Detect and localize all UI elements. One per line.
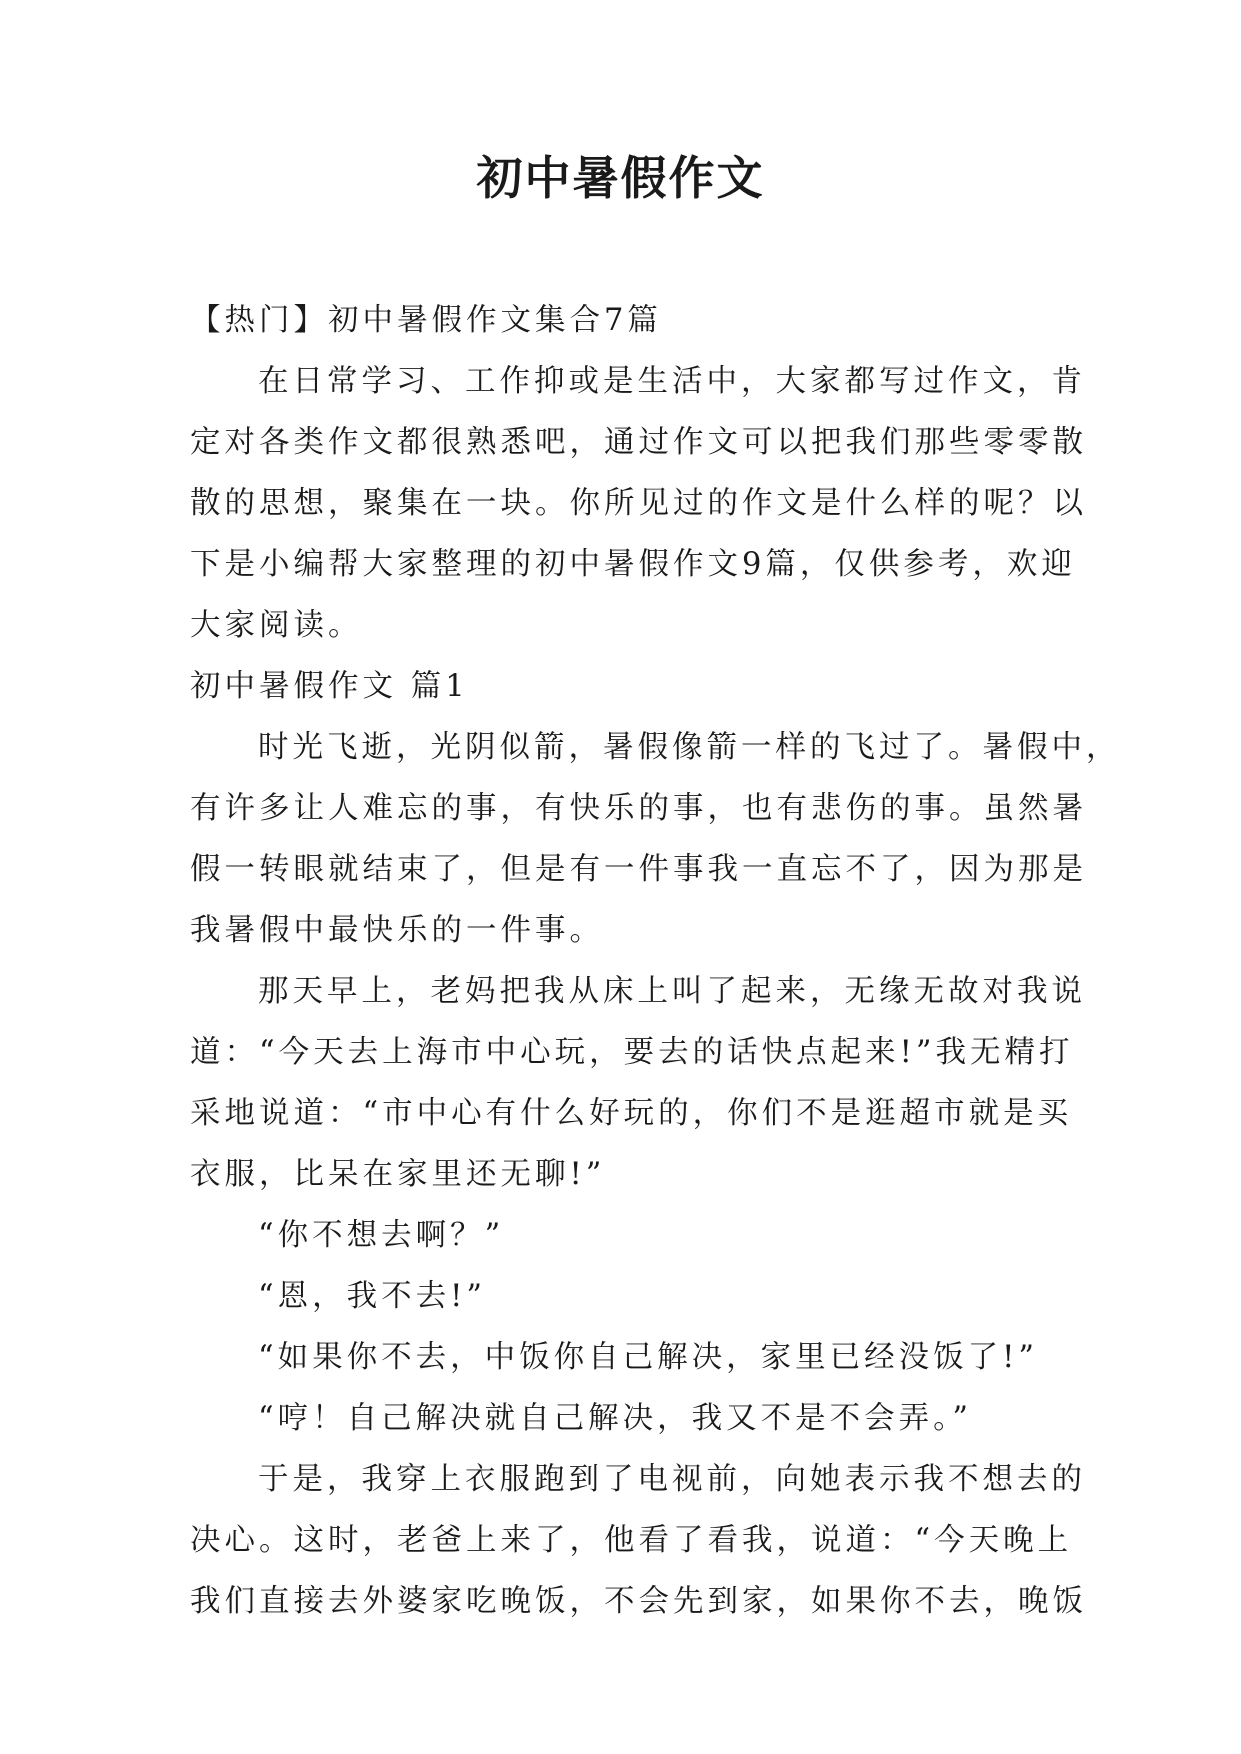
- body-line: 采地说道：“市中心有什么好玩的，你们不是逛超市就是买: [190, 1096, 1073, 1131]
- body-line: 在日常学习、工作抑或是生活中，大家都写过作文，肯: [258, 364, 1086, 399]
- body-line: 有许多让人难忘的事，有快乐的事，也有悲伤的事。虽然暑: [190, 791, 1087, 826]
- dialogue-line: “哼！自己解决就自己解决，我又不是不会弄。”: [258, 1401, 972, 1436]
- dialogue-line: “恩，我不去!”: [258, 1279, 486, 1314]
- body-line: 大家阅读。: [190, 608, 363, 643]
- body-line: 下是小编帮大家整理的初中暑假作文9篇，仅供参考，欢迎: [190, 547, 1076, 582]
- document-title: 初中暑假作文: [476, 151, 765, 205]
- body-line: 我们直接去外婆家吃晚饭，不会先到家，如果你不去，晚饭: [190, 1584, 1087, 1619]
- body-line: 决心。这时，老爸上来了，他看了看我，说道：“今天晚上: [190, 1523, 1073, 1558]
- body-line: 那天早上，老妈把我从床上叫了起来，无缘无故对我说: [258, 974, 1086, 1009]
- body-line: 定对各类作文都很熟悉吧，通过作文可以把我们那些零零散: [190, 425, 1087, 460]
- body-line: 道：“今天去上海市中心玩，要去的话快点起来!”我无精打: [190, 1035, 1074, 1070]
- body-line: 时光飞逝，光阴似箭，暑假像箭一样的飞过了。暑假中，: [258, 730, 1121, 765]
- body-line: 衣服，比呆在家里还无聊!”: [190, 1157, 606, 1192]
- body-line: 假一转眼就结束了，但是有一件事我一直忘不了，因为那是: [190, 852, 1087, 887]
- body-line: 我暑假中最快乐的一件事。: [190, 913, 604, 948]
- document-body: [190, 290, 1121, 1632]
- section-heading: 初中暑假作文 篇1: [190, 669, 469, 704]
- subtitle-line: 【热门】初中暑假作文集合7篇: [190, 303, 662, 338]
- body-line: 于是，我穿上衣服跑到了电视前，向她表示我不想去的: [258, 1462, 1086, 1497]
- dialogue-line: “如果你不去，中饭你自己解决，家里已经没饭了!”: [258, 1340, 1038, 1375]
- dialogue-line: “你不想去啊？”: [258, 1218, 505, 1253]
- body-line: 散的思想，聚集在一块。你所见过的作文是什么样的呢？以: [190, 486, 1087, 521]
